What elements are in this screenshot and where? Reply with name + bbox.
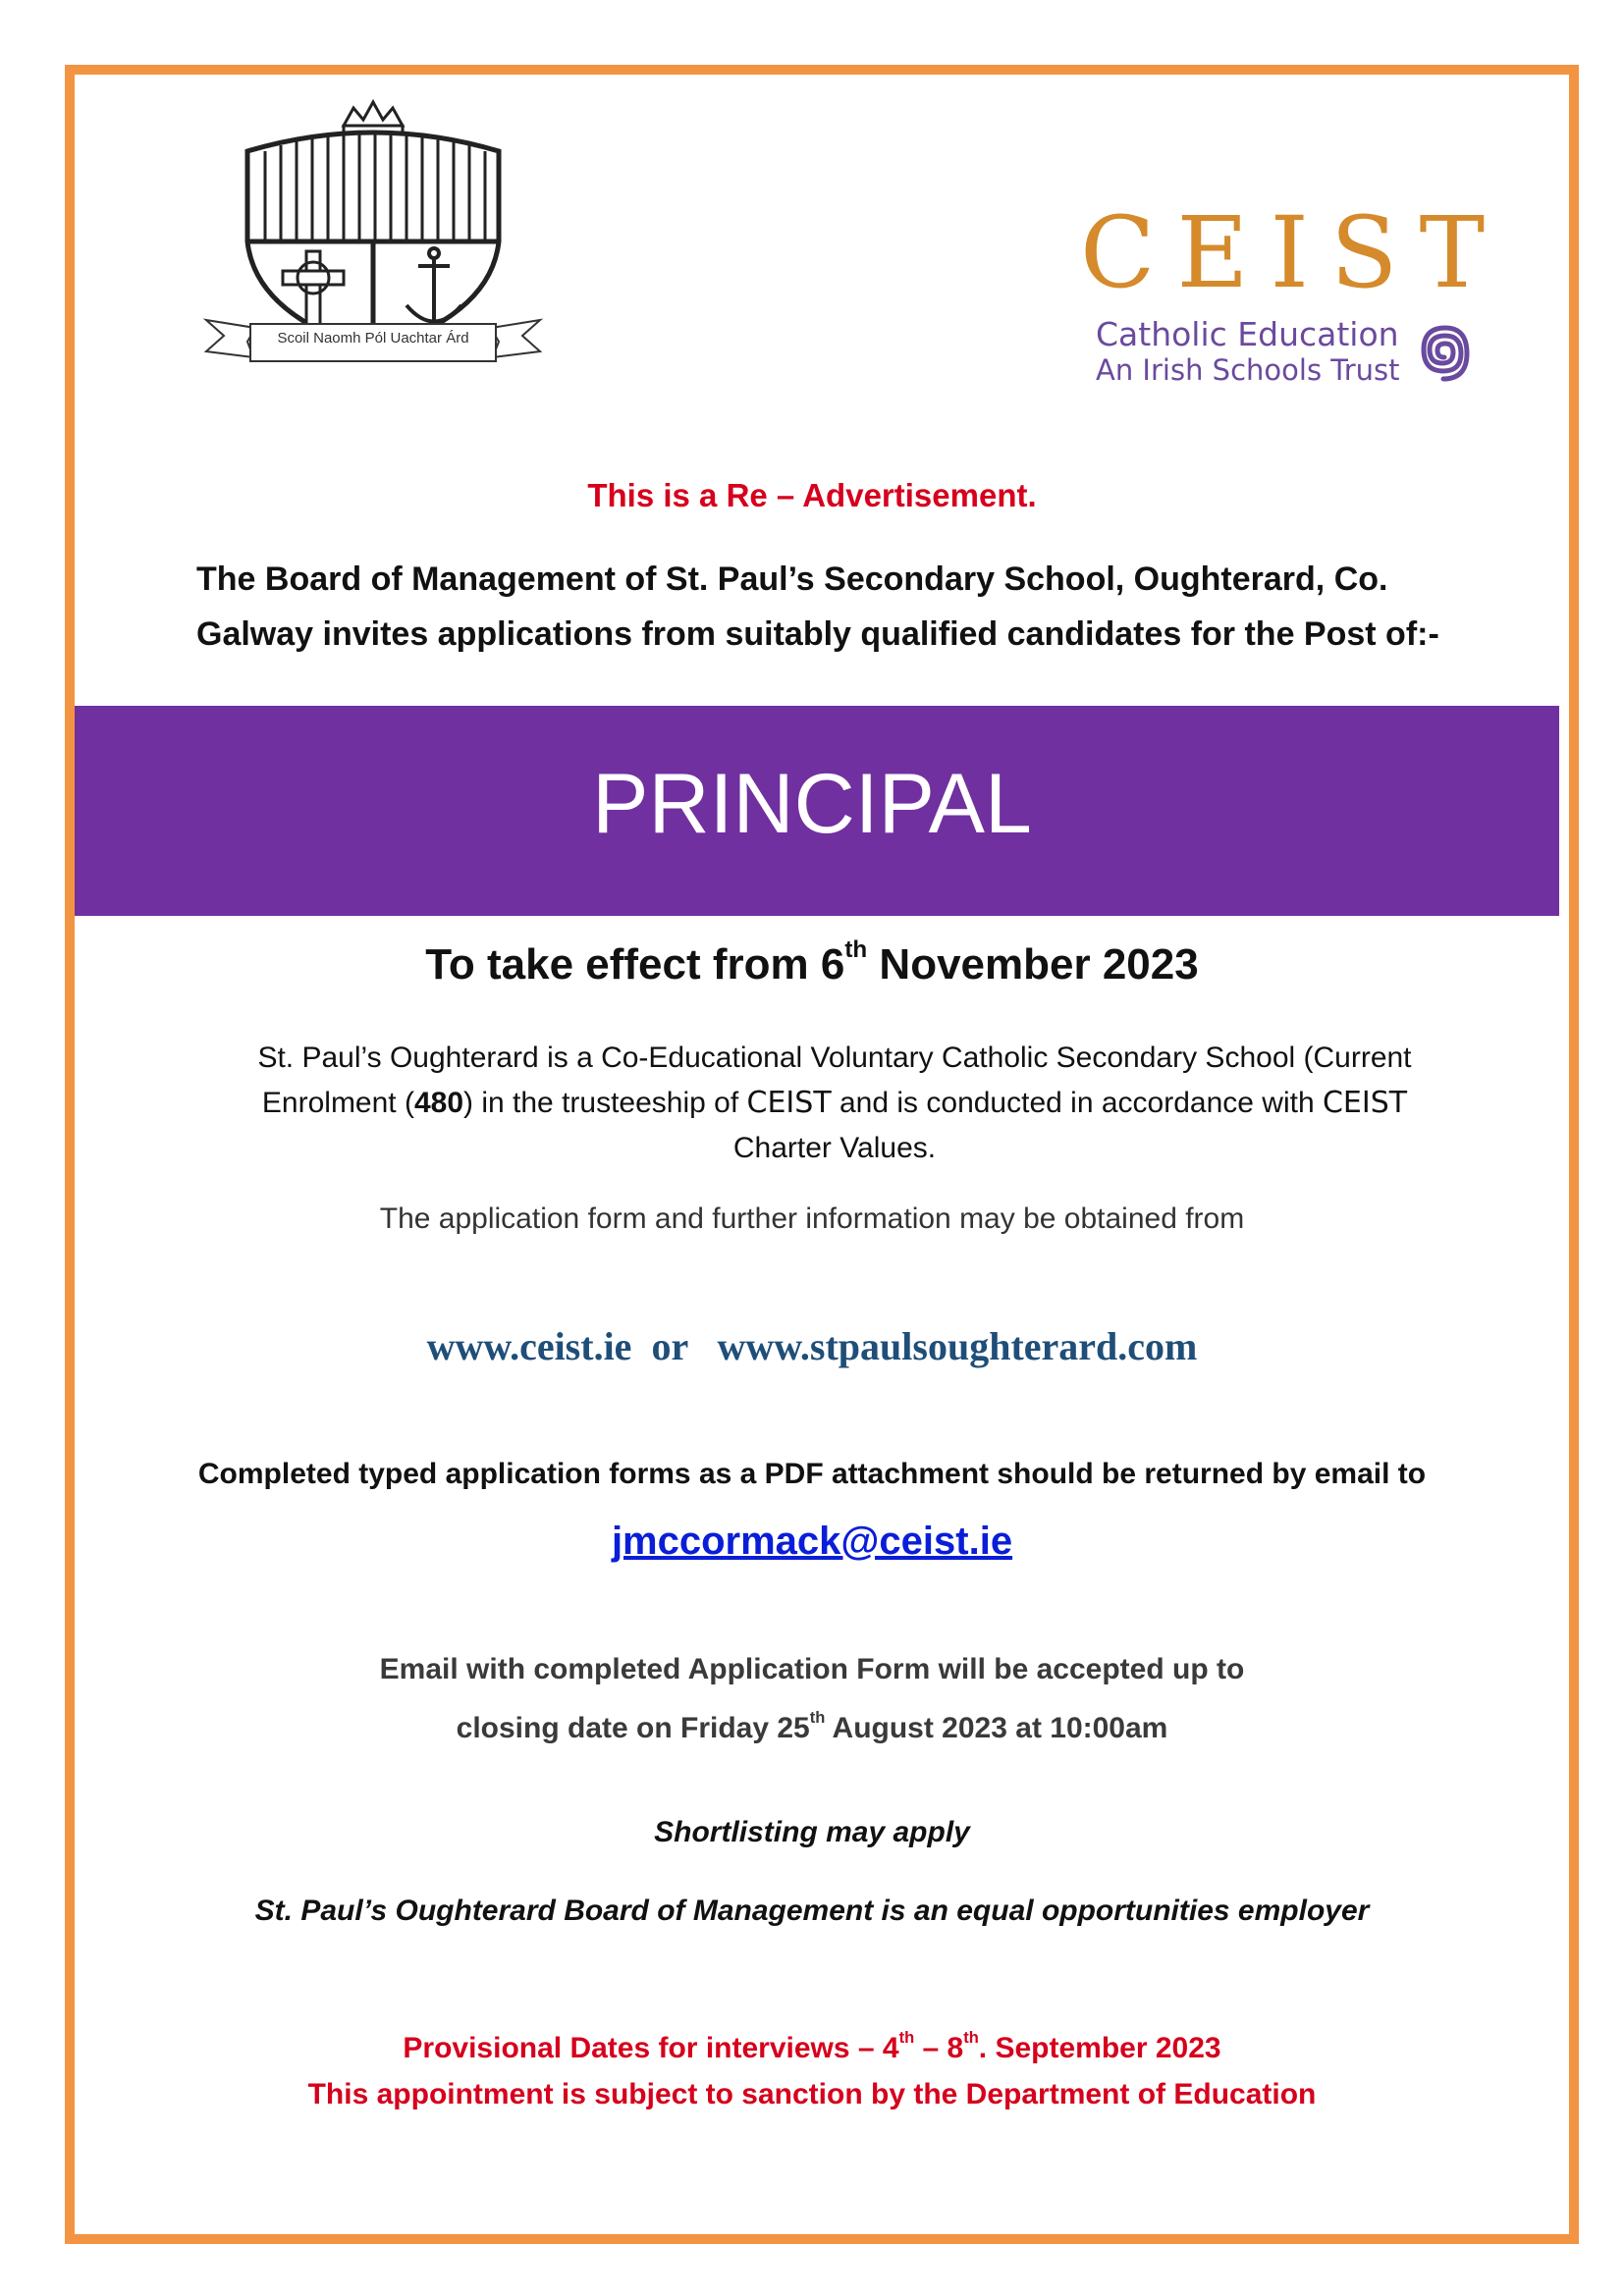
return-instructions: Completed typed application forms as a PDF attachment should be returned by email to <box>197 1458 1427 1490</box>
effective-date <box>0 936 1624 989</box>
interview-sup-1: th <box>898 2029 915 2048</box>
websites-separator: or <box>651 1324 688 1368</box>
closing-date-suffix: August 2023 at 10:00am <box>825 1712 1168 1744</box>
crown-icon <box>344 102 403 133</box>
ceist-inline: CEIST <box>1322 1086 1408 1120</box>
intro-paragraph <box>196 552 1492 662</box>
motto-ribbon <box>206 320 255 357</box>
closing-date <box>0 1709 1624 1745</box>
equal-opportunities-note: St. Paul’s Oughterard Board of Management is an equal opportunities employer <box>254 1895 1370 1927</box>
closing-date-sup: th <box>809 1709 826 1728</box>
effective-date-suffix: November 2023 <box>867 940 1199 988</box>
school-crest-logo <box>196 94 550 375</box>
website-link-school[interactable]: www.stpaulsoughterard.com <box>717 1324 1198 1368</box>
interview-dates-prefix: Provisional Dates for interviews – 4 <box>403 2032 899 2064</box>
ceist-inline: CEIST <box>746 1086 832 1120</box>
school-description <box>216 1036 1453 1171</box>
description-text: and is conducted in accordance with <box>831 1087 1323 1119</box>
interview-sup-2: th <box>963 2029 979 2048</box>
website-link-ceist[interactable]: www.ceist.ie <box>426 1324 632 1368</box>
description-text: Charter Values. <box>732 1132 937 1164</box>
description-text: St. Paul’s Oughterard is a Co-Educational Voluntary Catholic Secondary School (Current Enrolment ( <box>257 1041 1412 1119</box>
spiral-icon <box>1416 318 1473 391</box>
shortlisting-note: Shortlisting may apply <box>654 1816 970 1848</box>
email-link <box>0 1520 1624 1564</box>
email-address-link[interactable]: jmccormack@ceist.ie <box>611 1520 1013 1563</box>
websites <box>0 1323 1624 1369</box>
effective-date-sup: th <box>844 936 868 964</box>
school-motto: Scoil Naomh Pól Uachtar Árd <box>277 330 469 347</box>
closing-date-prefix: closing date on Friday 25 <box>456 1712 810 1744</box>
ceist-logo <box>1080 195 1507 400</box>
acceptance-line-1: Email with completed Application Form will be accepted up to <box>379 1653 1245 1685</box>
ceist-tagline-2: An Irish Schools Trust <box>1096 353 1400 387</box>
readvertisement-notice: This is a Re – Advertisement. <box>587 477 1037 513</box>
interview-dates-mid: – 8 <box>914 2032 964 2064</box>
intro-line-2: Galway invites applications from suitably qualified candidates for the Post of:- <box>196 615 1439 653</box>
application-info: The application form and further information may be obtained from <box>379 1202 1245 1235</box>
post-title: PRINCIPAL <box>592 757 1032 851</box>
ceist-wordmark: CEIST <box>1080 195 1507 310</box>
enrolment-count: 480 <box>413 1087 464 1119</box>
sanction-note: This appointment is subject to sanction by the Department of Education <box>307 2078 1317 2110</box>
ceist-tagline-1: Catholic Education <box>1096 315 1399 353</box>
intro-line-1: The Board of Management of St. Paul’s Secondary School, Oughterard, Co. <box>196 561 1388 598</box>
effective-date-prefix: To take effect from 6 <box>425 940 845 988</box>
description-text: ) in the trusteeship of <box>463 1087 747 1119</box>
interview-dates-suffix: . September 2023 <box>978 2032 1221 2064</box>
interview-dates <box>0 2029 1624 2065</box>
